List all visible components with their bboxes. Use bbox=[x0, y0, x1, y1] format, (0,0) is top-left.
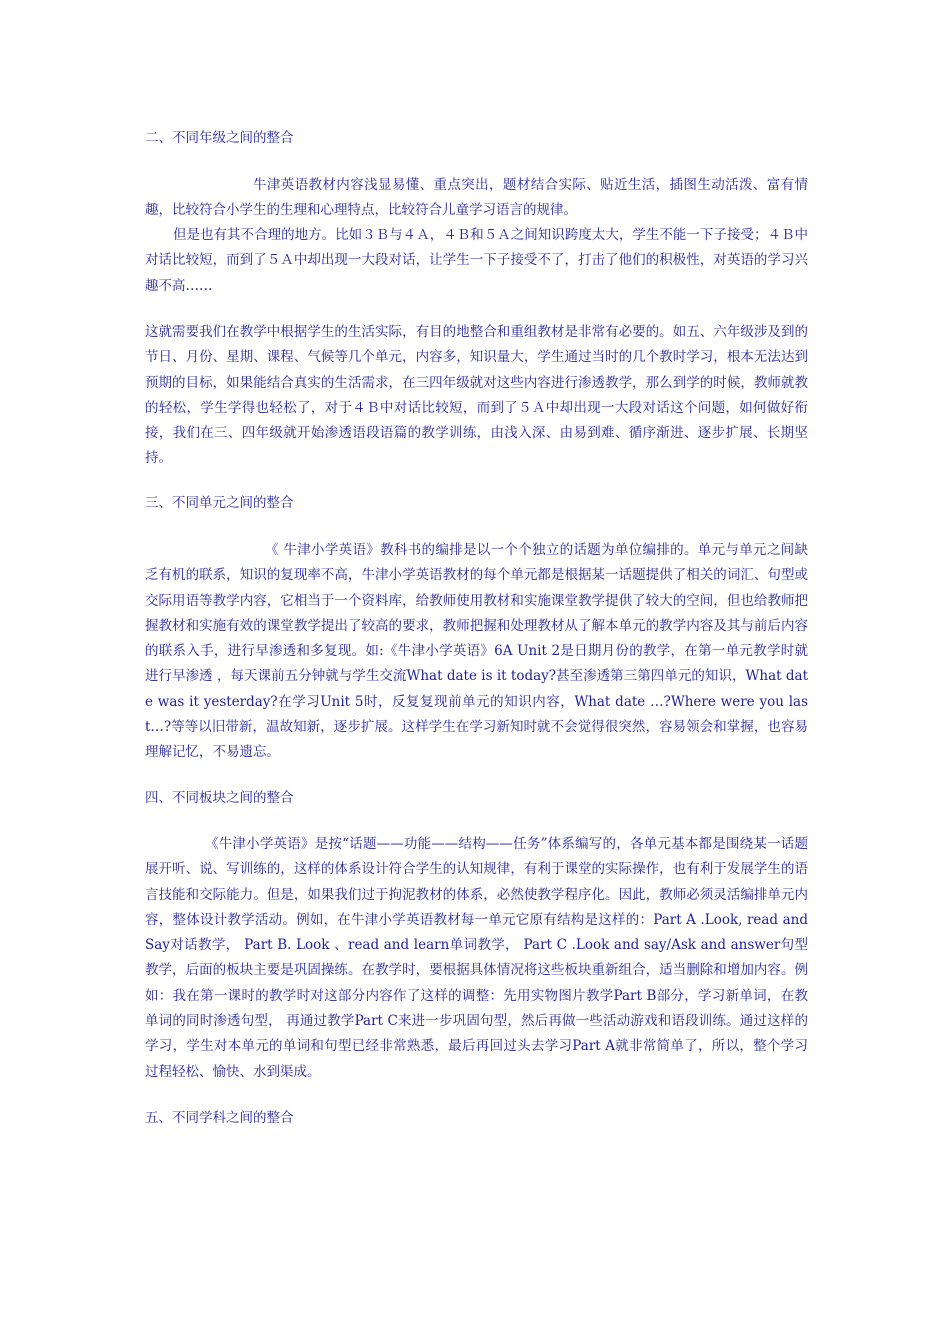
section-2-paragraph-1: 牛津英语教材内容浅显易懂、重点突出，题材结合实际、贴近生活，插图生动活泼、富有情趣，比较符合小学生的生理和心理特点，比较符合儿童学习语言的规律。 bbox=[145, 177, 808, 219]
section-2-paragraph-3: 这就需要我们在教学中根据学生的生活实际，有目的地整合和重组教材是非常有必要的。如五、六年级涉及到的节日、月份、星期、课程、气候等几个单元，内容多，知识量大，学生通过当时的几个教时学习，根本无法达到预期的目标，如果能结合真实的生活需求，在三四年级就对这些内容进行渗透教学，那么到学的时候，教师就教的轻松，学生学得也轻松了，对于４Ｂ中对话比较短，而到了５Ａ中却出现一大段对话这个问题，如何做好衔接，我们在三、四年级就开始渗透语段语篇的教学训练，由浅入深、由易到难、循序渐进、逐步扩展、长期坚持。 bbox=[145, 324, 808, 467]
section-2-heading: 二、不同年级之间的整合 bbox=[145, 130, 294, 146]
section-2-paragraph-2: 但是也有其不合理的地方。比如３Ｂ与４Ａ，４Ｂ和５Ａ之间知识跨度太大，学生不能一下子接受；４Ｂ中对话比较短，而到了５Ａ中却出现一大段对话，让学生一下子接受不了，打击了他们的积极性，对英语的学习兴趣不高…… bbox=[145, 227, 808, 294]
section-5-heading: 五、不同学科之间的整合 bbox=[145, 1110, 294, 1126]
section-4-heading: 四、不同板块之间的整合 bbox=[145, 790, 294, 806]
section-3-paragraph-1: 《 牛津小学英语》教科书的编排是以一个个独立的话题为单位编排的。单元与单元之间缺乏有机的联系，知识的复现率不高，牛津小学英语教材的每个单元都是根据某一话题提供了相关的词汇、句型或交际用语等教学内容，它相当于一个资料库，给教师使用教材和实施课堂教学提供了较大的空间，但也给教师把握教材和实施有效的课堂教学提出了较高的要求，教师把握和处理教材从了解本单元的教学内容及其与前后内容的联系入手，进行早渗透和多复现。如:《牛津小学英语》6A Unit 2是日期月份的教学，在第一单元教学时就进行早渗透 ，每天课前五分钟就与学生交流What date is it today?甚至渗透第三第四单元的知识，What date was it yesterday?在学习Unit 5时，反复复现前单元的知识内容，What date …?Where were you last…?等等以旧带新，温故知新，逐步扩展。这样学生在学习新知时就不会觉得很突然，容易领会和掌握，也容易理解记忆，不易遗忘。 bbox=[145, 542, 808, 761]
section-3-heading: 三、不同单元之间的整合 bbox=[145, 495, 294, 511]
section-4-paragraph-1: 《牛津小学英语》是按“话题——功能——结构——任务”体系编写的，各单元基本都是围绕某一话题展开听、说、写训练的，这样的体系设计符合学生的认知规律，有利于课堂的实际操作，也有利于发展学生的语言技能和交际能力。但是，如果我们过于拘泥教材的体系，必然使教学程序化。因此，教师必须灵活编排单元内容，整体设计教学活动。例如，在牛津小学英语教材每一单元它原有结构是这样的：Part A .Look, read and Say对话教学， Part B. Look 、read and learn单词教学， Part C .Look and say/Ask and answer句型教学，后面的板块主要是巩固操练。在教学时，要根据具体情况将这些板块重新组合，适当删除和增加内容。例如：我在第一课时的教学时对这部分内容作了这样的调整：先用实物图片教学Part B部分，学习新单词，在教单词的同时渗透句型， 再通过教学Part C来进一步巩固句型，然后再做一些活动游戏和语段训练。通过这样的学习，学生对本单元的单词和句型已经非常熟悉，最后再回过头去学习Part A就非常简单了，所以，整个学习过程轻松、愉快、水到渠成。 bbox=[145, 836, 808, 1080]
